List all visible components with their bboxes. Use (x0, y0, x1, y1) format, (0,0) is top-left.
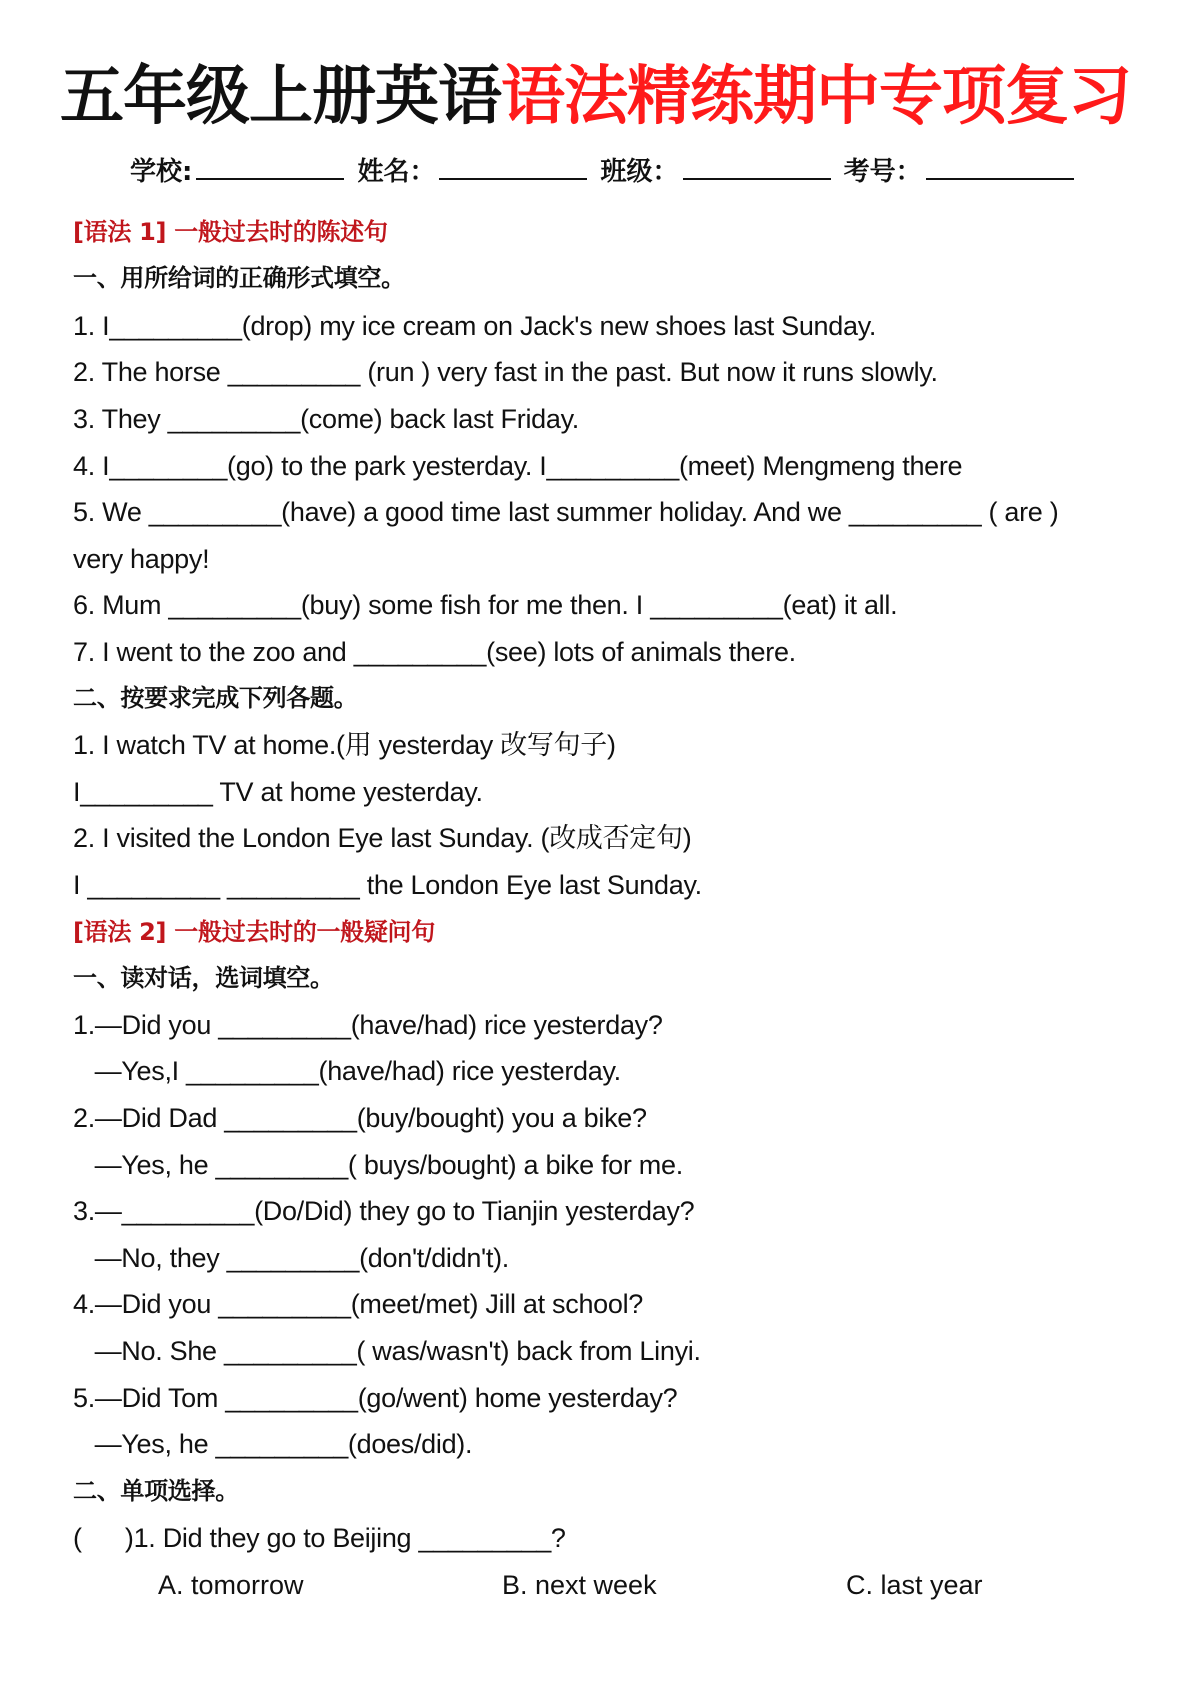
question-line: I _________ _________ the London Eye last Sunday. (73, 870, 702, 900)
dialogue-line: —Yes,I _________(have/had) rice yesterday. (73, 1056, 621, 1086)
question-line: I_________ TV at home yesterday. (73, 777, 483, 807)
choice-question: ( )1. Did they go to Beijing _________? (73, 1523, 566, 1553)
option-c: C. last year (846, 1570, 983, 1600)
exam-number-field[interactable] (926, 150, 1074, 180)
option-a: A. tomorrow (158, 1570, 304, 1600)
dialogue-line: —No, they _________(don't/didn't). (73, 1243, 509, 1273)
option-b: B. next week (502, 1570, 657, 1600)
class-field[interactable] (683, 150, 831, 180)
dialogue-line: —No. She _________( was/wasn't) back from Linyi. (73, 1336, 701, 1366)
dialogue-line: 5.—Did Tom _________(go/went) home yesterday? (73, 1383, 678, 1413)
class-label: 班级： (600, 157, 679, 187)
question-line: 5. We _________(have) a good time last summer holiday. And we _________ ( are ) (73, 497, 1059, 527)
school-label: 学校: (130, 157, 193, 187)
document-title (0, 52, 1191, 142)
grammar1-part2-heading: 二、按要求完成下列各题。 (73, 684, 358, 712)
dialogue-line: —Yes, he _________( buys/bought) a bike for me. (73, 1150, 683, 1180)
name-field[interactable] (439, 150, 587, 180)
grammar2-part2-heading: 二、单项选择。 (73, 1477, 239, 1505)
dialogue-line: 1.—Did you _________(have/had) rice yesterday? (73, 1010, 663, 1040)
student-info-row (130, 150, 1078, 192)
dialogue-line: —Yes, he _________(does/did). (73, 1429, 473, 1459)
dialogue-line: 2.—Did Dad _________(buy/bought) you a bike? (73, 1103, 647, 1133)
question-line: 2. I visited the London Eye last Sunday. (改成否定句) (73, 823, 692, 853)
question-line: 1. I watch TV at home.(用 yesterday 改写句子) (73, 730, 616, 760)
question-line: 7. I went to the zoo and _________(see) lots of animals there. (73, 637, 796, 667)
question-line: 6. Mum _________(buy) some fish for me then. I _________(eat) it all. (73, 590, 898, 620)
name-label: 姓名： (357, 157, 436, 187)
title-black: 五年级上册英语 (60, 60, 501, 134)
question-line: 2. The horse _________ (run ) very fast in the past. But now it runs slowly. (73, 357, 938, 387)
exam-number-label: 考号： (843, 157, 922, 187)
dialogue-line: 3.—_________(Do/Did) they go to Tianjin yesterday? (73, 1196, 695, 1226)
title-red: 语法精练期中专项复习 (501, 60, 1131, 134)
grammar2-part1-heading: 一、读对话，选词填空。 (73, 964, 334, 992)
question-line: 3. They _________(come) back last Friday. (73, 404, 579, 434)
grammar1-heading: [语法 1] 一般过去时的陈述句 (73, 218, 388, 246)
question-line: very happy! (73, 544, 210, 574)
dialogue-line: 4.—Did you _________(meet/met) Jill at school? (73, 1289, 644, 1319)
grammar1-part1-heading: 一、用所给词的正确形式填空。 (73, 264, 405, 292)
school-field[interactable] (196, 150, 344, 180)
grammar2-heading: [语法 2] 一般过去时的一般疑问句 (73, 918, 435, 946)
question-line: 4. I________(go) to the park yesterday. I_________(meet) Mengmeng there (73, 451, 963, 481)
question-line: 1. I_________(drop) my ice cream on Jack's new shoes last Sunday. (73, 311, 877, 341)
